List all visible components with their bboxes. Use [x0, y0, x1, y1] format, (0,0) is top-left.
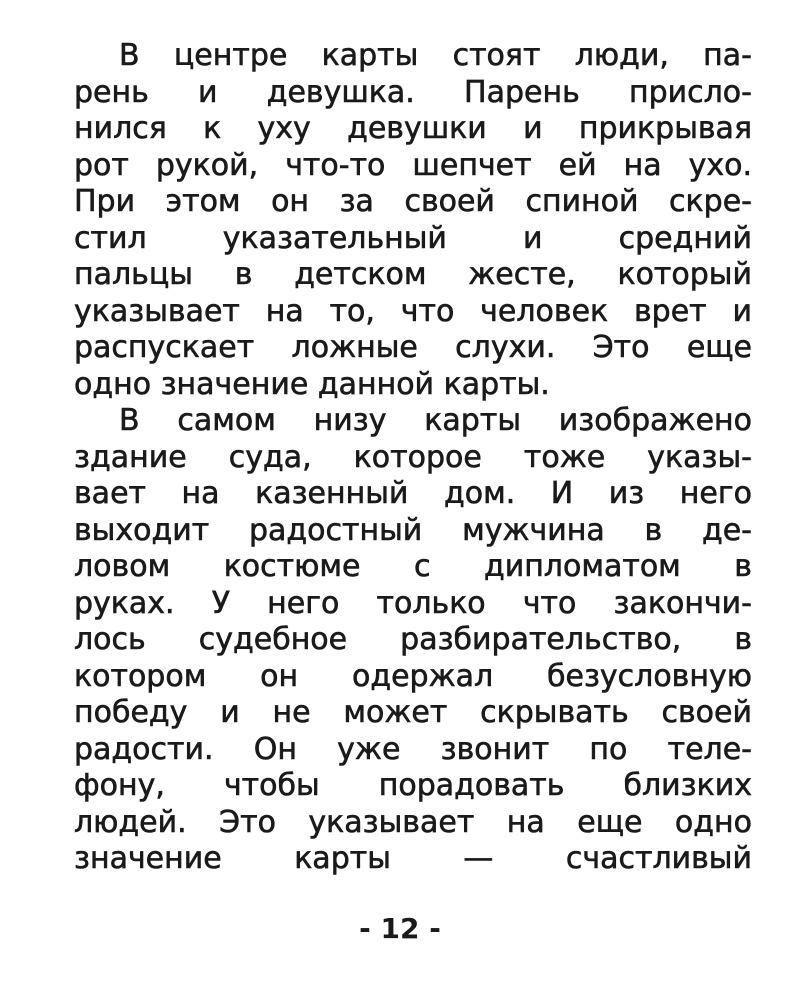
text-line: В самом низу карты изображено [119, 403, 752, 438]
text-line: рот рукой, что-то шепчет ей на ухо. [74, 147, 752, 183]
text-line: значение карты — счастливый [74, 841, 752, 876]
text-line: вает на казенный дом. И из него [74, 476, 752, 511]
paragraph-1 [74, 38, 752, 403]
text-line: При этом он за своей спиной скре- [74, 184, 752, 219]
text-line: лось судебное разбирательство, в [74, 622, 752, 657]
text-line: распускает ложные слухи. Это еще [74, 330, 752, 365]
text-line: выходит радостный мужчина в де- [74, 512, 752, 548]
text-line: ловом костюме с дипломатом в [74, 549, 752, 584]
text-line: одно значение данной карты. [74, 366, 550, 402]
text-line: людей. Это указывает на еще одно [74, 804, 752, 840]
text-line: котором он одержал безусловную [74, 658, 752, 694]
text-line: победу и не может скрывать своей [74, 695, 752, 730]
text-line: руках. У него только что закончи- [74, 585, 752, 621]
page-number: - 12 - [359, 912, 441, 945]
text-line: указывает на то, что человек врет и [74, 293, 752, 329]
text-line: В центре карты стоят люди, па- [119, 38, 752, 73]
text-line: радости. Он уже звонит по теле- [74, 731, 752, 767]
page-text [74, 38, 752, 878]
text-line: стил указательный и средний [74, 220, 752, 256]
text-line: нился к уху девушки и прикрывая [74, 111, 752, 146]
text-line: пальцы в детском жесте, который [74, 257, 752, 292]
text-line: рень и девушка. Парень присло- [74, 74, 752, 110]
text-line: фону, чтобы порадовать близких [74, 768, 752, 803]
paragraph-2 [74, 403, 752, 878]
text-line: здание суда, которое тоже указы- [74, 439, 752, 475]
